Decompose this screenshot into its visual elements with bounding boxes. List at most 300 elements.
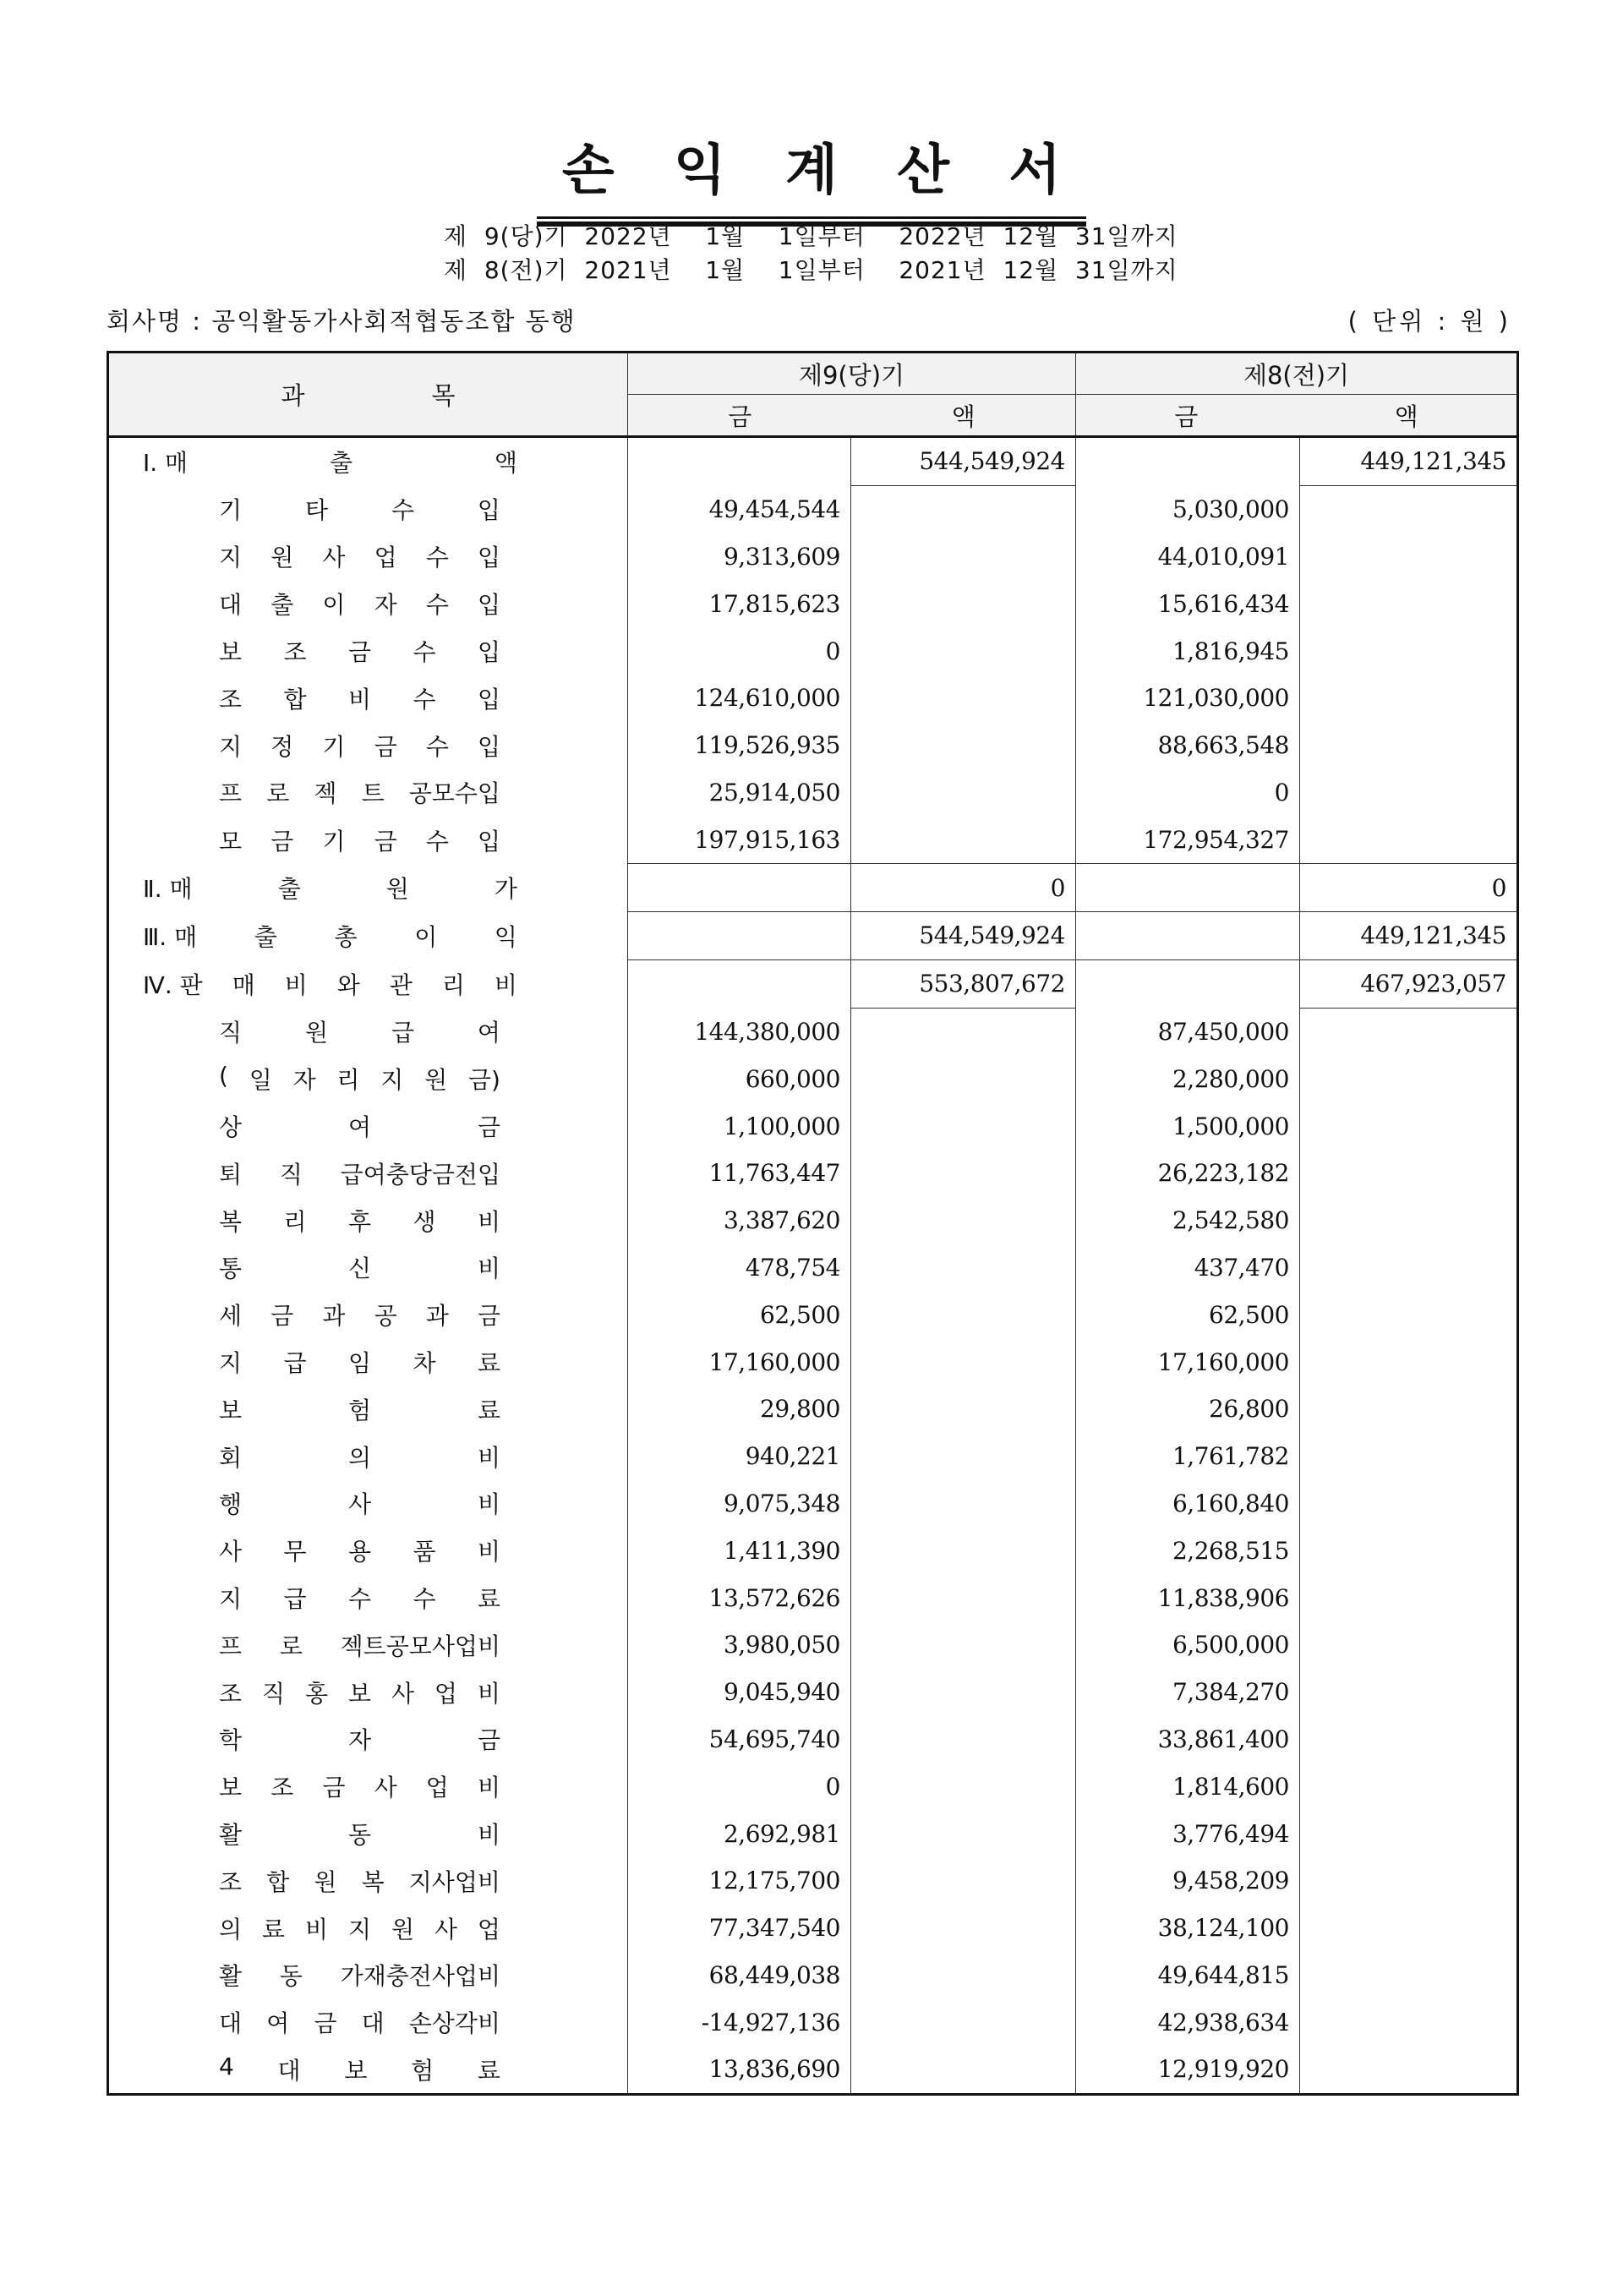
label-segment: 비 [477, 1821, 500, 1849]
previous-amount: 87,450,000 [1076, 1008, 1300, 1055]
label-segment: 이 [322, 591, 346, 620]
label-segment: 복 [219, 1207, 243, 1236]
current-amount: 62,500 [628, 1291, 851, 1338]
previous-amount: 33,861,400 [1076, 1716, 1300, 1763]
item-row [108, 1433, 1518, 1480]
label-segment: 행 [219, 1490, 243, 1519]
label-segment: 리 [336, 1066, 360, 1095]
previous-total-amount [1300, 1197, 1518, 1244]
label-segment: 조 [283, 638, 307, 667]
previous-period-header: 제8(전)기 [1076, 353, 1518, 395]
label-segment: 합 [283, 685, 307, 713]
label-segment: 기 [322, 732, 346, 761]
label-segment: 수 [413, 685, 436, 713]
previous-total-amount: 0 [1300, 864, 1518, 912]
current-total-amount [851, 1291, 1076, 1338]
previous-total-amount [1300, 1574, 1518, 1621]
current-total-amount: 0 [851, 864, 1076, 912]
label-segment: 동 [279, 1962, 303, 1991]
label-segment: 프 [219, 1632, 243, 1660]
account-label [108, 580, 628, 627]
label-segment: 매 [232, 970, 255, 999]
company-name: 회사명 : 공익활동가사회적협동조합 동행 [107, 307, 577, 336]
account-label [108, 722, 628, 769]
previous-amount: 62,500 [1076, 1291, 1300, 1338]
label-segment: 와 [336, 970, 360, 999]
current-total-amount [851, 1952, 1076, 1999]
account-label [108, 1998, 628, 2046]
section-row [108, 864, 1518, 912]
label-segment: 직 [279, 1160, 303, 1189]
current-total-amount [851, 1527, 1076, 1574]
current-amount: 17,160,000 [628, 1338, 851, 1386]
label-segment: 원 [424, 1066, 448, 1095]
previous-total-amount [1300, 675, 1518, 722]
label-segment: 료 [477, 1585, 500, 1614]
item-row [108, 1716, 1518, 1763]
label-segment: 료 [477, 1349, 500, 1378]
account-label [108, 1102, 628, 1150]
label-segment: 과 [322, 1302, 346, 1331]
label-segment: 비 [347, 685, 372, 713]
previous-total-amount [1300, 769, 1518, 817]
current-total-amount [851, 1905, 1076, 1952]
label-segment: 익 [494, 922, 517, 951]
label-segment: 수 [391, 496, 414, 525]
label-segment: 젝 [314, 779, 337, 808]
item-row [108, 1998, 1518, 2046]
label-segment: 정 [270, 732, 294, 761]
label-segment: 학 [219, 1726, 243, 1755]
label-segment: 직 [261, 1679, 286, 1708]
label-segment: 여 [347, 1113, 372, 1142]
item-row [108, 533, 1518, 581]
label-segment: 출 [254, 922, 277, 951]
current-amount: 11,763,447 [628, 1150, 851, 1197]
label-segment: 조 [270, 1774, 294, 1802]
current-total-amount [851, 580, 1076, 627]
subject-header-char: 과 [281, 381, 305, 410]
label-segment: 사 [347, 1490, 372, 1519]
label-segment: 기 [219, 496, 243, 525]
account-label [108, 675, 628, 722]
label-segment: 퇴 [219, 1160, 243, 1189]
account-label [108, 1669, 628, 1716]
previous-total-amount [1300, 1055, 1518, 1102]
label-segment: 원 [270, 544, 294, 572]
account-label [108, 1952, 628, 1999]
label-segment: 보 [219, 1396, 243, 1424]
account-label [108, 1857, 628, 1905]
previous-amount: 7,384,270 [1076, 1669, 1300, 1716]
current-amount: 3,387,620 [628, 1197, 851, 1244]
previous-amount: 1,816,945 [1076, 627, 1300, 675]
item-row [108, 1905, 1518, 1952]
label-segment: 지 [219, 1585, 243, 1614]
label-segment: 비 [477, 1207, 500, 1236]
label-segment: 트 [361, 779, 385, 808]
label-segment: 금 [477, 1302, 500, 1331]
label-segment: 급 [283, 1349, 307, 1378]
current-total-amount [851, 816, 1076, 863]
previous-amount: 42,938,634 [1076, 1998, 1300, 2046]
previous-total-amount [1300, 1527, 1518, 1574]
account-label [108, 627, 628, 675]
current-period-header: 제9(당)기 [628, 353, 1076, 395]
label-segment: Ⅰ. 매 [143, 449, 189, 478]
label-segment: 회 [219, 1443, 243, 1472]
label-segment: 금 [477, 1113, 500, 1142]
label-segment: 조 [219, 1679, 243, 1708]
current-amount: 197,915,163 [628, 816, 851, 863]
previous-amount: 49,644,815 [1076, 1952, 1300, 1999]
account-label [108, 1150, 628, 1197]
label-segment: 일 [249, 1066, 272, 1095]
account-label [108, 1574, 628, 1621]
label-segment: 급여충당금전입 [340, 1160, 500, 1189]
previous-total-amount [1300, 1669, 1518, 1716]
current-amount: 0 [628, 1763, 851, 1810]
section-label [108, 911, 628, 959]
current-amount: 49,454,544 [628, 485, 851, 533]
label-segment: 사 [434, 1915, 457, 1943]
item-row [108, 627, 1518, 675]
item-row [108, 1952, 1518, 1999]
current-amount: 478,754 [628, 1244, 851, 1292]
label-segment: 비 [477, 1774, 500, 1802]
previous-amount: 121,030,000 [1076, 675, 1300, 722]
previous-total-amount [1300, 1291, 1518, 1338]
previous-amount: 172,954,327 [1076, 816, 1300, 863]
item-row [108, 1055, 1518, 1102]
current-amount: 1,100,000 [628, 1102, 851, 1150]
label-segment: 홍 [304, 1679, 329, 1708]
label-segment: 동 [347, 1821, 372, 1849]
current-total-amount [851, 1857, 1076, 1905]
account-label [108, 1716, 628, 1763]
label-segment: ( [219, 1062, 228, 1091]
label-segment: 기 [322, 827, 346, 856]
label-segment: 관 [389, 970, 413, 999]
label-segment: 로 [266, 779, 290, 808]
previous-total-amount [1300, 1480, 1518, 1528]
label-segment: 대 [277, 2056, 301, 2085]
label-segment: 지사업비 [408, 1867, 500, 1896]
current-total-amount [851, 1433, 1076, 1480]
item-row [108, 1008, 1518, 1055]
previous-amount: 26,223,182 [1076, 1150, 1300, 1197]
item-row [108, 1621, 1518, 1669]
item-row [108, 1857, 1518, 1905]
previous-total-amount: 467,923,057 [1300, 959, 1518, 1008]
current-amount: 940,221 [628, 1433, 851, 1480]
label-segment: 자 [374, 591, 397, 620]
label-segment: 신 [347, 1255, 372, 1283]
previous-amount: 88,663,548 [1076, 722, 1300, 769]
item-row [108, 580, 1518, 627]
label-segment: 비 [304, 1915, 329, 1943]
previous-amount: 1,761,782 [1076, 1433, 1300, 1480]
label-segment: 비 [477, 1538, 500, 1566]
label-segment: 료 [477, 2056, 500, 2085]
current-total-amount [851, 1338, 1076, 1386]
previous-sub-amount [1076, 437, 1300, 486]
label-segment: 공 [374, 1302, 397, 1331]
label-segment: 험 [411, 2056, 434, 2085]
previous-total-amount [1300, 1810, 1518, 1857]
label-segment: 사 [391, 1679, 414, 1708]
previous-total-amount [1300, 1763, 1518, 1810]
item-row [108, 1386, 1518, 1433]
account-label [108, 1386, 628, 1433]
current-total-amount [851, 675, 1076, 722]
label-segment: 비 [477, 1255, 500, 1283]
current-amount-header [628, 395, 1076, 437]
label-segment: 젝트공모사업비 [340, 1632, 500, 1660]
current-amount: 0 [628, 627, 851, 675]
section-row [108, 959, 1518, 1008]
current-total-amount [851, 1716, 1076, 1763]
label-segment: 활 [219, 1821, 243, 1849]
previous-total-amount [1300, 1905, 1518, 1952]
label-segment: 공모수입 [408, 779, 500, 808]
label-segment: 입 [477, 685, 500, 713]
label-segment: 수 [413, 638, 436, 667]
amount-header-char: 금 [728, 402, 752, 431]
previous-amount: 5,030,000 [1076, 485, 1300, 533]
current-total-amount [851, 1480, 1076, 1528]
current-total-amount [851, 1150, 1076, 1197]
current-amount: 17,815,623 [628, 580, 851, 627]
label-segment: 의 [219, 1915, 243, 1943]
previous-total-amount [1300, 1386, 1518, 1433]
label-segment: 비 [477, 1490, 500, 1519]
current-total-amount: 553,807,672 [851, 959, 1076, 1008]
label-segment: 출 [270, 591, 294, 620]
current-total-amount [851, 1574, 1076, 1621]
label-segment: 비 [477, 1679, 500, 1708]
label-segment: 금 [374, 827, 397, 856]
label-segment: 보 [219, 638, 243, 667]
current-total-amount [851, 627, 1076, 675]
current-amount: 144,380,000 [628, 1008, 851, 1055]
account-label [108, 1197, 628, 1244]
account-label [108, 1621, 628, 1669]
label-segment: 지 [219, 1349, 243, 1378]
label-segment: 후 [347, 1207, 372, 1236]
previous-amount: 6,500,000 [1076, 1621, 1300, 1669]
subject-header [108, 353, 628, 437]
label-segment: 합 [266, 1867, 290, 1896]
previous-total-amount [1300, 1338, 1518, 1386]
income-statement-table [107, 351, 1519, 2096]
current-sub-amount [628, 437, 851, 486]
current-amount: 29,800 [628, 1386, 851, 1433]
label-segment: 직 [219, 1019, 243, 1047]
label-segment: 세 [219, 1302, 243, 1331]
item-row [108, 1338, 1518, 1386]
label-segment: 임 [347, 1349, 372, 1378]
label-segment: 보 [219, 1774, 243, 1802]
previous-amount: 437,470 [1076, 1244, 1300, 1292]
item-row [108, 769, 1518, 817]
label-segment: 생 [413, 1207, 436, 1236]
title-block [0, 127, 1623, 219]
current-sub-amount [628, 911, 851, 959]
label-segment: 수 [347, 1585, 372, 1614]
label-segment: 비 [494, 970, 517, 999]
current-total-amount [851, 1244, 1076, 1292]
item-row [108, 1244, 1518, 1292]
document-title: 손 익 계 산 서 [537, 127, 1086, 219]
previous-total-amount [1300, 722, 1518, 769]
current-amount: 54,695,740 [628, 1716, 851, 1763]
previous-amount: 44,010,091 [1076, 533, 1300, 581]
label-segment: 복 [361, 1867, 385, 1896]
current-total-amount [851, 1055, 1076, 1102]
previous-sub-amount [1076, 864, 1300, 912]
item-row [108, 1527, 1518, 1574]
label-segment: 자 [292, 1066, 316, 1095]
previous-amount: 9,458,209 [1076, 1857, 1300, 1905]
current-amount: -14,927,136 [628, 1998, 851, 2046]
label-segment: 입 [477, 544, 500, 572]
label-segment: 이 [414, 922, 438, 951]
account-label [108, 1810, 628, 1857]
current-total-amount [851, 485, 1076, 533]
label-segment: 험 [347, 1396, 372, 1424]
section-label [108, 959, 628, 1008]
current-amount: 77,347,540 [628, 1905, 851, 1952]
previous-total-amount: 449,121,345 [1300, 437, 1518, 486]
account-label [108, 1055, 628, 1102]
label-segment: 료 [261, 1915, 286, 1943]
label-segment: 대 [219, 591, 243, 620]
previous-sub-amount [1076, 911, 1300, 959]
amount-header-char: 금 [1174, 402, 1199, 431]
current-amount: 9,045,940 [628, 1669, 851, 1716]
current-total-amount [851, 1763, 1076, 1810]
account-label [108, 769, 628, 817]
previous-total-amount [1300, 1998, 1518, 2046]
item-row [108, 485, 1518, 533]
item-row [108, 1150, 1518, 1197]
statement-body [108, 437, 1518, 2095]
label-segment: 입 [477, 638, 500, 667]
previous-amount: 2,542,580 [1076, 1197, 1300, 1244]
current-sub-amount [628, 959, 851, 1008]
label-segment: 수 [413, 1585, 436, 1614]
label-segment: Ⅱ. 매 [143, 875, 193, 904]
item-row [108, 1810, 1518, 1857]
label-segment: 액 [494, 449, 517, 478]
current-total-amount [851, 1008, 1076, 1055]
label-segment: 수 [425, 591, 449, 620]
current-amount: 13,572,626 [628, 1574, 851, 1621]
item-row [108, 722, 1518, 769]
label-segment: 수 [425, 732, 449, 761]
previous-amount: 26,800 [1076, 1386, 1300, 1433]
account-label [108, 1291, 628, 1338]
previous-total-amount: 449,121,345 [1300, 911, 1518, 959]
label-segment: 의 [347, 1443, 372, 1472]
current-amount: 2,692,981 [628, 1810, 851, 1857]
label-segment: 대 [361, 2009, 385, 2038]
current-total-amount [851, 1621, 1076, 1669]
label-segment: 입 [477, 591, 500, 620]
current-total-amount [851, 1197, 1076, 1244]
label-segment: 금 [347, 638, 372, 667]
label-segment: 통 [219, 1255, 243, 1283]
previous-sub-amount [1076, 959, 1300, 1008]
label-segment: 용 [347, 1538, 372, 1566]
label-segment: 보 [344, 2056, 368, 2085]
account-label [108, 1763, 628, 1810]
previous-amount: 38,124,100 [1076, 1905, 1300, 1952]
subject-header-char: 목 [431, 381, 456, 410]
section-label [108, 864, 628, 912]
previous-amount: 3,776,494 [1076, 1810, 1300, 1857]
label-segment: 대 [219, 2009, 243, 2038]
current-amount: 12,175,700 [628, 1857, 851, 1905]
account-label [108, 1244, 628, 1292]
label-segment: 입 [477, 496, 500, 525]
label-segment: 급 [283, 1585, 307, 1614]
previous-amount: 1,500,000 [1076, 1102, 1300, 1150]
account-label [108, 1008, 628, 1055]
current-total-amount [851, 1810, 1076, 1857]
label-segment: Ⅲ. 매 [143, 922, 198, 951]
previous-total-amount [1300, 485, 1518, 533]
label-segment: 수 [425, 544, 449, 572]
current-total-amount: 544,549,924 [851, 911, 1076, 959]
label-segment: 금 [270, 827, 294, 856]
section-label [108, 437, 628, 486]
previous-total-amount [1300, 1102, 1518, 1150]
current-total-amount [851, 1669, 1076, 1716]
previous-total-amount [1300, 533, 1518, 581]
current-amount: 124,610,000 [628, 675, 851, 722]
account-label [108, 2046, 628, 2094]
previous-total-amount [1300, 1857, 1518, 1905]
previous-total-amount [1300, 1716, 1518, 1763]
previous-amount: 12,919,920 [1076, 2046, 1300, 2094]
label-segment: 료 [477, 1396, 500, 1424]
label-segment: 손상각비 [408, 2009, 500, 2038]
current-total-amount [851, 1386, 1076, 1433]
section-row [108, 911, 1518, 959]
account-label [108, 1905, 628, 1952]
current-total-amount [851, 1102, 1076, 1150]
label-segment: 보 [347, 1679, 372, 1708]
current-total-amount [851, 722, 1076, 769]
previous-total-amount [1300, 580, 1518, 627]
label-segment: 업 [434, 1679, 457, 1708]
account-label [108, 485, 628, 533]
label-segment: 수 [425, 827, 449, 856]
item-row [108, 816, 1518, 863]
current-amount: 9,313,609 [628, 533, 851, 581]
label-segment: 사 [374, 1774, 397, 1802]
current-amount: 3,980,050 [628, 1621, 851, 1669]
previous-amount: 0 [1076, 769, 1300, 817]
current-total-amount [851, 1998, 1076, 2046]
label-segment: 급 [391, 1019, 414, 1047]
label-segment: 사 [322, 544, 346, 572]
item-row [108, 1763, 1518, 1810]
label-segment: 지 [347, 1915, 372, 1943]
previous-total-amount [1300, 1621, 1518, 1669]
